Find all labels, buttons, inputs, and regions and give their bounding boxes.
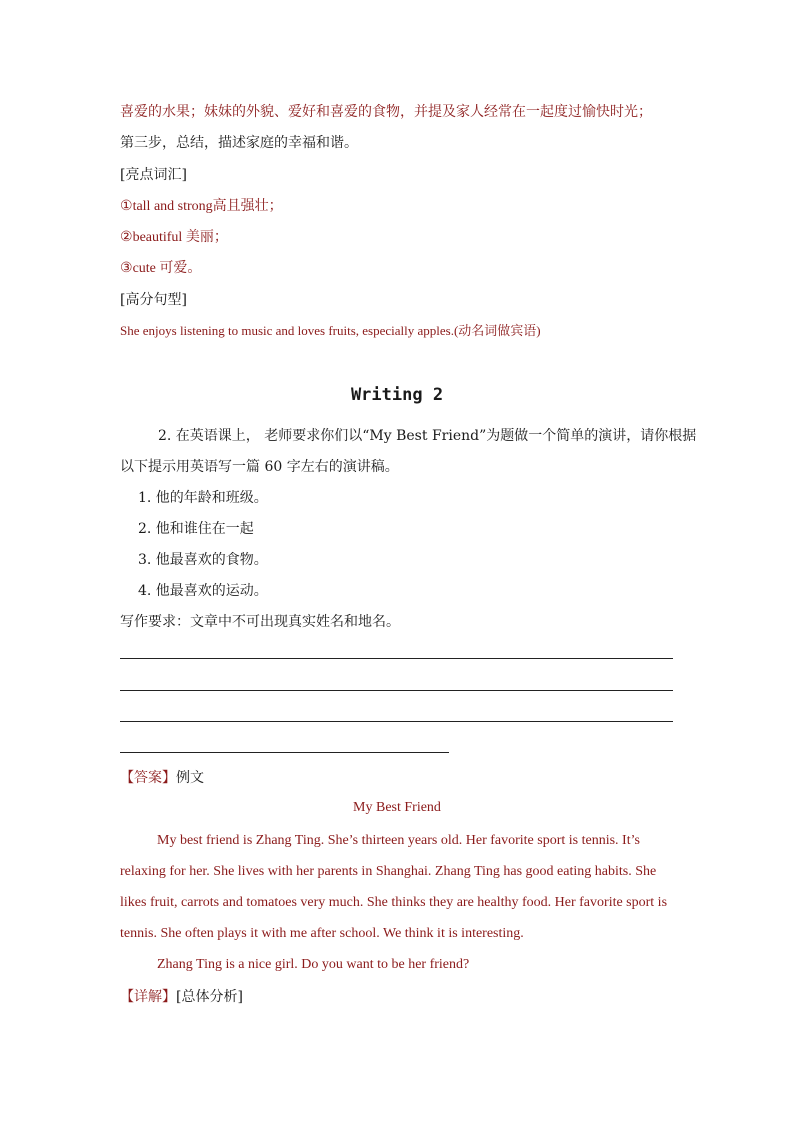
detail-label-suffix: [总体分析] — [176, 989, 243, 1005]
essay-line-5: Zhang Ting is a nice girl. Do you want to be her friend? — [157, 957, 470, 972]
answer-line-3 — [120, 721, 673, 722]
point-1: 1. 他的年龄和班级。 — [138, 490, 268, 506]
writing-requirement: 写作要求：文章中不可出现真实姓名和地名。 — [120, 614, 400, 630]
intro-line-2: 第三步，总结，描述家庭的幸福和谐。 — [120, 135, 358, 151]
vocab-item-1 — [120, 196, 283, 217]
essay-line-3: likes fruit, carrots and tomatoes very much. She thinks they are healthy food. Her favorite sport is — [120, 895, 668, 910]
point-4: 4. 他最喜欢的运动。 — [138, 583, 268, 599]
answer-label-suffix: 例文 — [176, 770, 204, 786]
detail-heading — [120, 987, 243, 1007]
point-3: 3. 他最喜欢的食物。 — [138, 552, 268, 568]
highlight-heading: [亮点词汇] — [120, 167, 187, 183]
vocab-mark-1: ① — [120, 198, 133, 214]
prompt-line-2: 以下提示用英语写一篇 60 字左右的演讲稿。 — [120, 459, 399, 475]
prompt-line-1: 2. 在英语课上， 老师要求你们以“My Best Friend”为题做一个简单的演讲，请你根据 — [158, 428, 697, 444]
section-title: Writing 2 — [350, 385, 444, 405]
essay-line-2: relaxing for her. She lives with her parents in Shanghai. Zhang Ting has good eating habits. She — [120, 864, 657, 879]
answer-line-2 — [120, 690, 673, 691]
detail-label: 【详解】 — [120, 989, 176, 1005]
answer-line-1 — [120, 658, 673, 659]
vocab-mark-3: ③ — [120, 260, 133, 276]
essay-line-4: tennis. She often plays it with me after school. We think it is interesting. — [120, 926, 524, 941]
essay-line-1: My best friend is Zhang Ting. She’s thirteen years old. Her favorite sport is tennis. It’s — [157, 833, 640, 848]
essay-title: My Best Friend — [353, 800, 441, 815]
key-sentence: She enjoys listening to music and loves fruits, especially apples.(动名词做宾语) — [120, 323, 541, 338]
point-2: 2. 他和谁住在一起 — [138, 521, 254, 537]
answer-label: 【答案】 — [120, 770, 176, 786]
vocab-text-2: beautiful 美丽； — [132, 230, 228, 245]
sentence-heading: [高分句型] — [120, 292, 187, 308]
vocab-text-3: cute 可爱。 — [132, 261, 202, 276]
intro-line-1: 喜爱的水果；妹妹的外貌、爱好和喜爱的食物，并提及家人经常在一起度过愉快时光； — [120, 104, 652, 120]
vocab-item-3 — [120, 258, 201, 279]
vocab-mark-2: ② — [120, 229, 133, 245]
vocab-text-1: tall and strong高且强壮； — [132, 199, 283, 214]
answer-heading — [120, 768, 204, 788]
answer-line-4 — [120, 752, 449, 753]
vocab-item-2 — [120, 227, 228, 248]
